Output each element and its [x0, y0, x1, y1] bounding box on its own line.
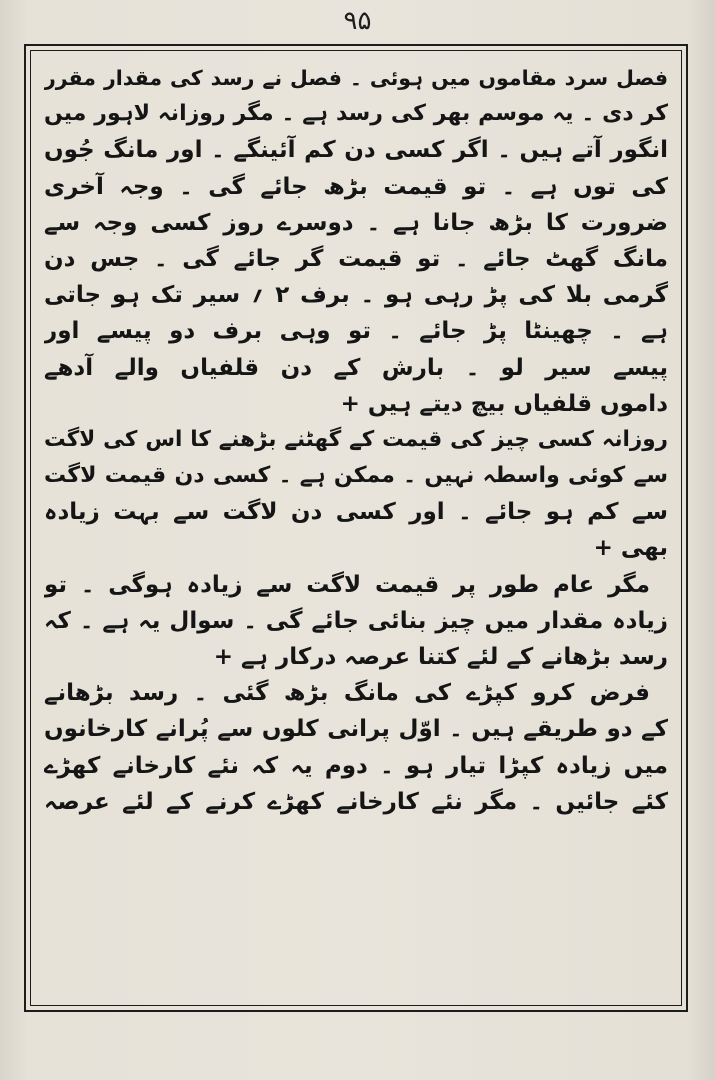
text-line: سے کوئی واسطہ نہیں ۔ ممکن ہے ۔ کسی دن قیمت لاگت — [44, 463, 668, 489]
body-text — [44, 60, 668, 995]
text-line: داموں قلفیاں بیچ دیتے ہیں + — [340, 390, 668, 417]
text-line: مانگ گھٹ جائے ۔ تو قیمت گر جائے گی ۔ جس دن — [44, 245, 668, 272]
text-line: ہے ۔ چھینٹا پڑ جائے ۔ تو وہی برف دو پیسے اور — [44, 318, 668, 345]
text-line: فصل سرد مقاموں میں ہوئی ۔ فصل نے رسد کی مقدار مقرر — [44, 66, 668, 90]
text-line: پیسے سیر لو ۔ بارش کے دن قلفیاں والے آدھے — [44, 354, 668, 381]
text-line: گرمی بلا کی پڑ رہی ہو ۔ برف ۲ ؍ سیر تک ہو جاتی — [44, 282, 668, 309]
text-line: مگر عام طور پر قیمت لاگت سے زیادہ ہوگی ۔ تو — [44, 571, 650, 598]
text-line: کئے جائیں ۔ مگر نئے کارخانے کھڑے کرنے کے لئے عرصہ — [44, 788, 668, 815]
text-line: بھی + — [593, 535, 668, 562]
text-line: روزانہ کسی چیز کی قیمت کے گھٹنے بڑھنے کا اس کی لاگت — [44, 426, 668, 452]
text-line: زیادہ مقدار میں چیز بنائی جائے گی ۔ سوال یہ ہے ۔ کہ — [44, 607, 668, 634]
text-line: سے کم ہو جائے ۔ اور کسی دن لاگت سے بہت زیادہ — [44, 499, 668, 526]
text-line: کے دو طریقے ہیں ۔ اوّل پرانی کلوں سے پُرانے کارخانوں — [44, 716, 668, 743]
text-line: ضرورت کا بڑھ جانا ہے ۔ دوسرے روز کسی وجہ سے — [44, 209, 668, 236]
text-line: انگور آتے ہیں ۔ اگر کسی دن کم آئینگے ۔ اور مانگ جُوں — [44, 137, 668, 164]
text-line: رسد بڑھانے کے لئے کتنا عرصہ درکار ہے + — [213, 644, 668, 670]
text-line: کی توں ہے ۔ تو قیمت بڑھ جائے گی ۔ وجہ آخری — [44, 173, 668, 200]
text-line: میں زیادہ کپڑا تیار ہو ۔ دوم یہ کہ نئے کارخانے کھڑے — [44, 752, 668, 779]
text-line: فرض کرو کپڑے کی مانگ بڑھ گئی ۔ رسد بڑھانے — [44, 680, 650, 707]
text-line: کر دی ۔ یہ موسم بھر کی رسد ہے ۔ مگر روزانہ لاہور میں — [44, 101, 668, 127]
page-number: ۹۵ — [343, 6, 372, 36]
